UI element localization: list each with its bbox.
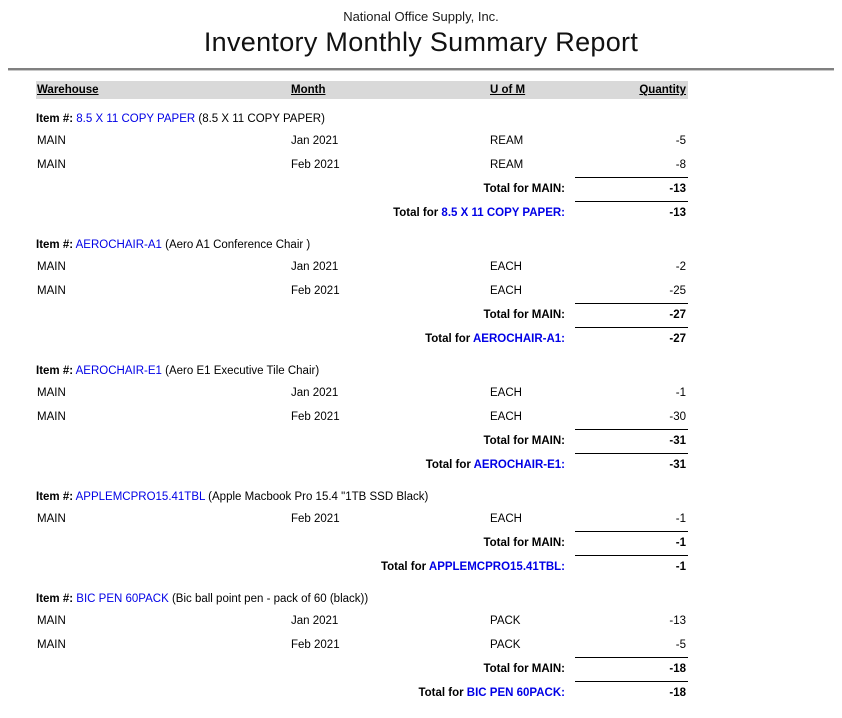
item-number-label: Item #:: [36, 593, 74, 605]
uom-cell: EACH: [490, 285, 522, 297]
warehouse-total-value: -27: [575, 303, 688, 327]
item-number-label: Item #:: [36, 239, 74, 251]
month-cell: Feb 2021: [291, 639, 340, 651]
quantity-cell: -2: [675, 261, 686, 273]
warehouse-total-value: -31: [575, 429, 688, 453]
quantity-cell: -13: [669, 615, 686, 627]
item-number-label: Item #:: [36, 491, 74, 503]
item-code-link[interactable]: AEROCHAIR-A1: [75, 239, 162, 251]
item-total-value: -1: [575, 555, 688, 579]
warehouse-total-row: [36, 429, 688, 453]
item-header-line: [36, 589, 688, 609]
item-total-value: -13: [575, 201, 688, 225]
item-total-row: [36, 681, 688, 705]
item-description: (Bic ball point pen - pack of 60 (black)): [171, 593, 369, 605]
warehouse-total-row: [36, 303, 688, 327]
month-cell: Feb 2021: [291, 159, 340, 171]
item-total-label: [36, 453, 575, 477]
item-total-prefix: Total for: [425, 459, 471, 471]
month-cell: Jan 2021: [291, 615, 339, 627]
quantity-cell: -30: [669, 411, 686, 423]
detail-row: [36, 609, 688, 633]
quantity-cell: -1: [675, 513, 686, 525]
month-cell: Feb 2021: [291, 513, 340, 525]
detail-row: [36, 129, 688, 153]
item-total-code: AEROCHAIR-A1:: [473, 333, 565, 345]
detail-row: [36, 279, 688, 303]
item-total-code: AEROCHAIR-E1:: [473, 459, 565, 471]
col-header-month: Month: [291, 84, 326, 96]
item-total-value: -18: [575, 681, 688, 705]
uom-cell: PACK: [490, 639, 521, 651]
item-description: (8.5 X 11 COPY PAPER): [198, 113, 325, 125]
warehouse-cell: MAIN: [37, 159, 66, 171]
item-header-line: [36, 361, 688, 381]
uom-cell: EACH: [490, 411, 522, 423]
detail-row: [36, 153, 688, 177]
item-group: [36, 235, 688, 351]
quantity-cell: -5: [675, 639, 686, 651]
item-total-label: [36, 681, 575, 705]
item-group: [36, 487, 688, 579]
item-description: (Apple Macbook Pro 15.4 "1TB SSD Black): [208, 491, 429, 503]
item-total-row: [36, 327, 688, 351]
item-total-row: [36, 453, 688, 477]
item-number-label: Item #:: [36, 365, 74, 377]
detail-row: [36, 633, 688, 657]
item-group: [36, 589, 688, 705]
item-code-link[interactable]: APPLEMCPRO15.41TBL: [75, 491, 205, 503]
month-cell: Feb 2021: [291, 411, 340, 423]
title-divider: [8, 68, 834, 71]
item-total-label: [36, 201, 575, 225]
item-header-line: [36, 487, 688, 507]
col-header-warehouse: Warehouse: [37, 84, 99, 96]
item-total-code: APPLEMCPRO15.41TBL:: [428, 561, 565, 573]
item-code-link[interactable]: AEROCHAIR-E1: [75, 365, 162, 377]
warehouse-cell: MAIN: [37, 411, 66, 423]
warehouse-cell: MAIN: [37, 261, 66, 273]
month-cell: Feb 2021: [291, 285, 340, 297]
detail-row: [36, 405, 688, 429]
warehouse-total-row: [36, 177, 688, 201]
item-total-row: [36, 555, 688, 579]
warehouse-total-value: -18: [575, 657, 688, 681]
warehouse-total-label: Total for MAIN:: [483, 537, 565, 549]
column-header-row: [36, 81, 688, 99]
warehouse-cell: MAIN: [37, 135, 66, 147]
company-name: National Office Supply, Inc.: [343, 9, 499, 24]
detail-row: [36, 507, 688, 531]
item-code-link[interactable]: BIC PEN 60PACK: [76, 593, 169, 605]
warehouse-total-value: -1: [575, 531, 688, 555]
uom-cell: EACH: [490, 261, 522, 273]
report-title: Inventory Monthly Summary Report: [203, 27, 639, 57]
uom-cell: EACH: [490, 513, 522, 525]
item-code-link[interactable]: 8.5 X 11 COPY PAPER: [76, 113, 196, 125]
item-total-code: BIC PEN 60PACK:: [466, 687, 565, 699]
item-header-line: [36, 235, 688, 255]
item-total-prefix: Total for: [418, 687, 464, 699]
warehouse-cell: MAIN: [37, 615, 66, 627]
uom-cell: REAM: [490, 135, 524, 147]
item-total-label: [36, 327, 575, 351]
warehouse-total-row: [36, 657, 688, 681]
warehouse-cell: MAIN: [37, 513, 66, 525]
warehouse-total-row: [36, 531, 688, 555]
report-body: [36, 109, 688, 705]
item-total-row: [36, 201, 688, 225]
col-header-uom: U of M: [490, 84, 526, 96]
item-total-prefix: Total for: [380, 561, 427, 573]
warehouse-cell: MAIN: [37, 387, 66, 399]
uom-cell: REAM: [490, 159, 524, 171]
warehouse-total-label: Total for MAIN:: [483, 435, 565, 447]
detail-row: [36, 381, 688, 405]
month-cell: Jan 2021: [291, 387, 339, 399]
item-total-label: [36, 555, 575, 579]
item-total-prefix: Total for: [425, 333, 471, 345]
uom-cell: PACK: [490, 615, 521, 627]
warehouse-total-label: Total for MAIN:: [483, 663, 565, 675]
item-description: (Aero A1 Conference Chair ): [165, 239, 311, 251]
item-total-value: -31: [575, 453, 688, 477]
item-group: [36, 109, 688, 225]
warehouse-cell: MAIN: [37, 285, 66, 297]
warehouse-total-value: -13: [575, 177, 688, 201]
quantity-cell: -25: [669, 285, 686, 297]
detail-row: [36, 255, 688, 279]
month-cell: Jan 2021: [291, 135, 339, 147]
quantity-cell: -1: [675, 387, 686, 399]
warehouse-total-label: Total for MAIN:: [483, 183, 565, 195]
quantity-cell: -5: [675, 135, 686, 147]
item-header-line: [36, 109, 688, 129]
uom-cell: EACH: [490, 387, 522, 399]
item-group: [36, 361, 688, 477]
item-total-value: -27: [575, 327, 688, 351]
quantity-cell: -8: [675, 159, 686, 171]
report-table: [36, 81, 688, 705]
item-total-code: 8.5 X 11 COPY PAPER:: [441, 207, 565, 219]
month-cell: Jan 2021: [291, 261, 339, 273]
item-description: (Aero E1 Executive Tile Chair): [165, 365, 320, 377]
item-total-prefix: Total for: [393, 207, 439, 219]
col-header-quantity: Quantity: [639, 84, 686, 96]
item-number-label: Item #:: [36, 113, 74, 125]
warehouse-total-label: Total for MAIN:: [483, 309, 565, 321]
warehouse-cell: MAIN: [37, 639, 66, 651]
